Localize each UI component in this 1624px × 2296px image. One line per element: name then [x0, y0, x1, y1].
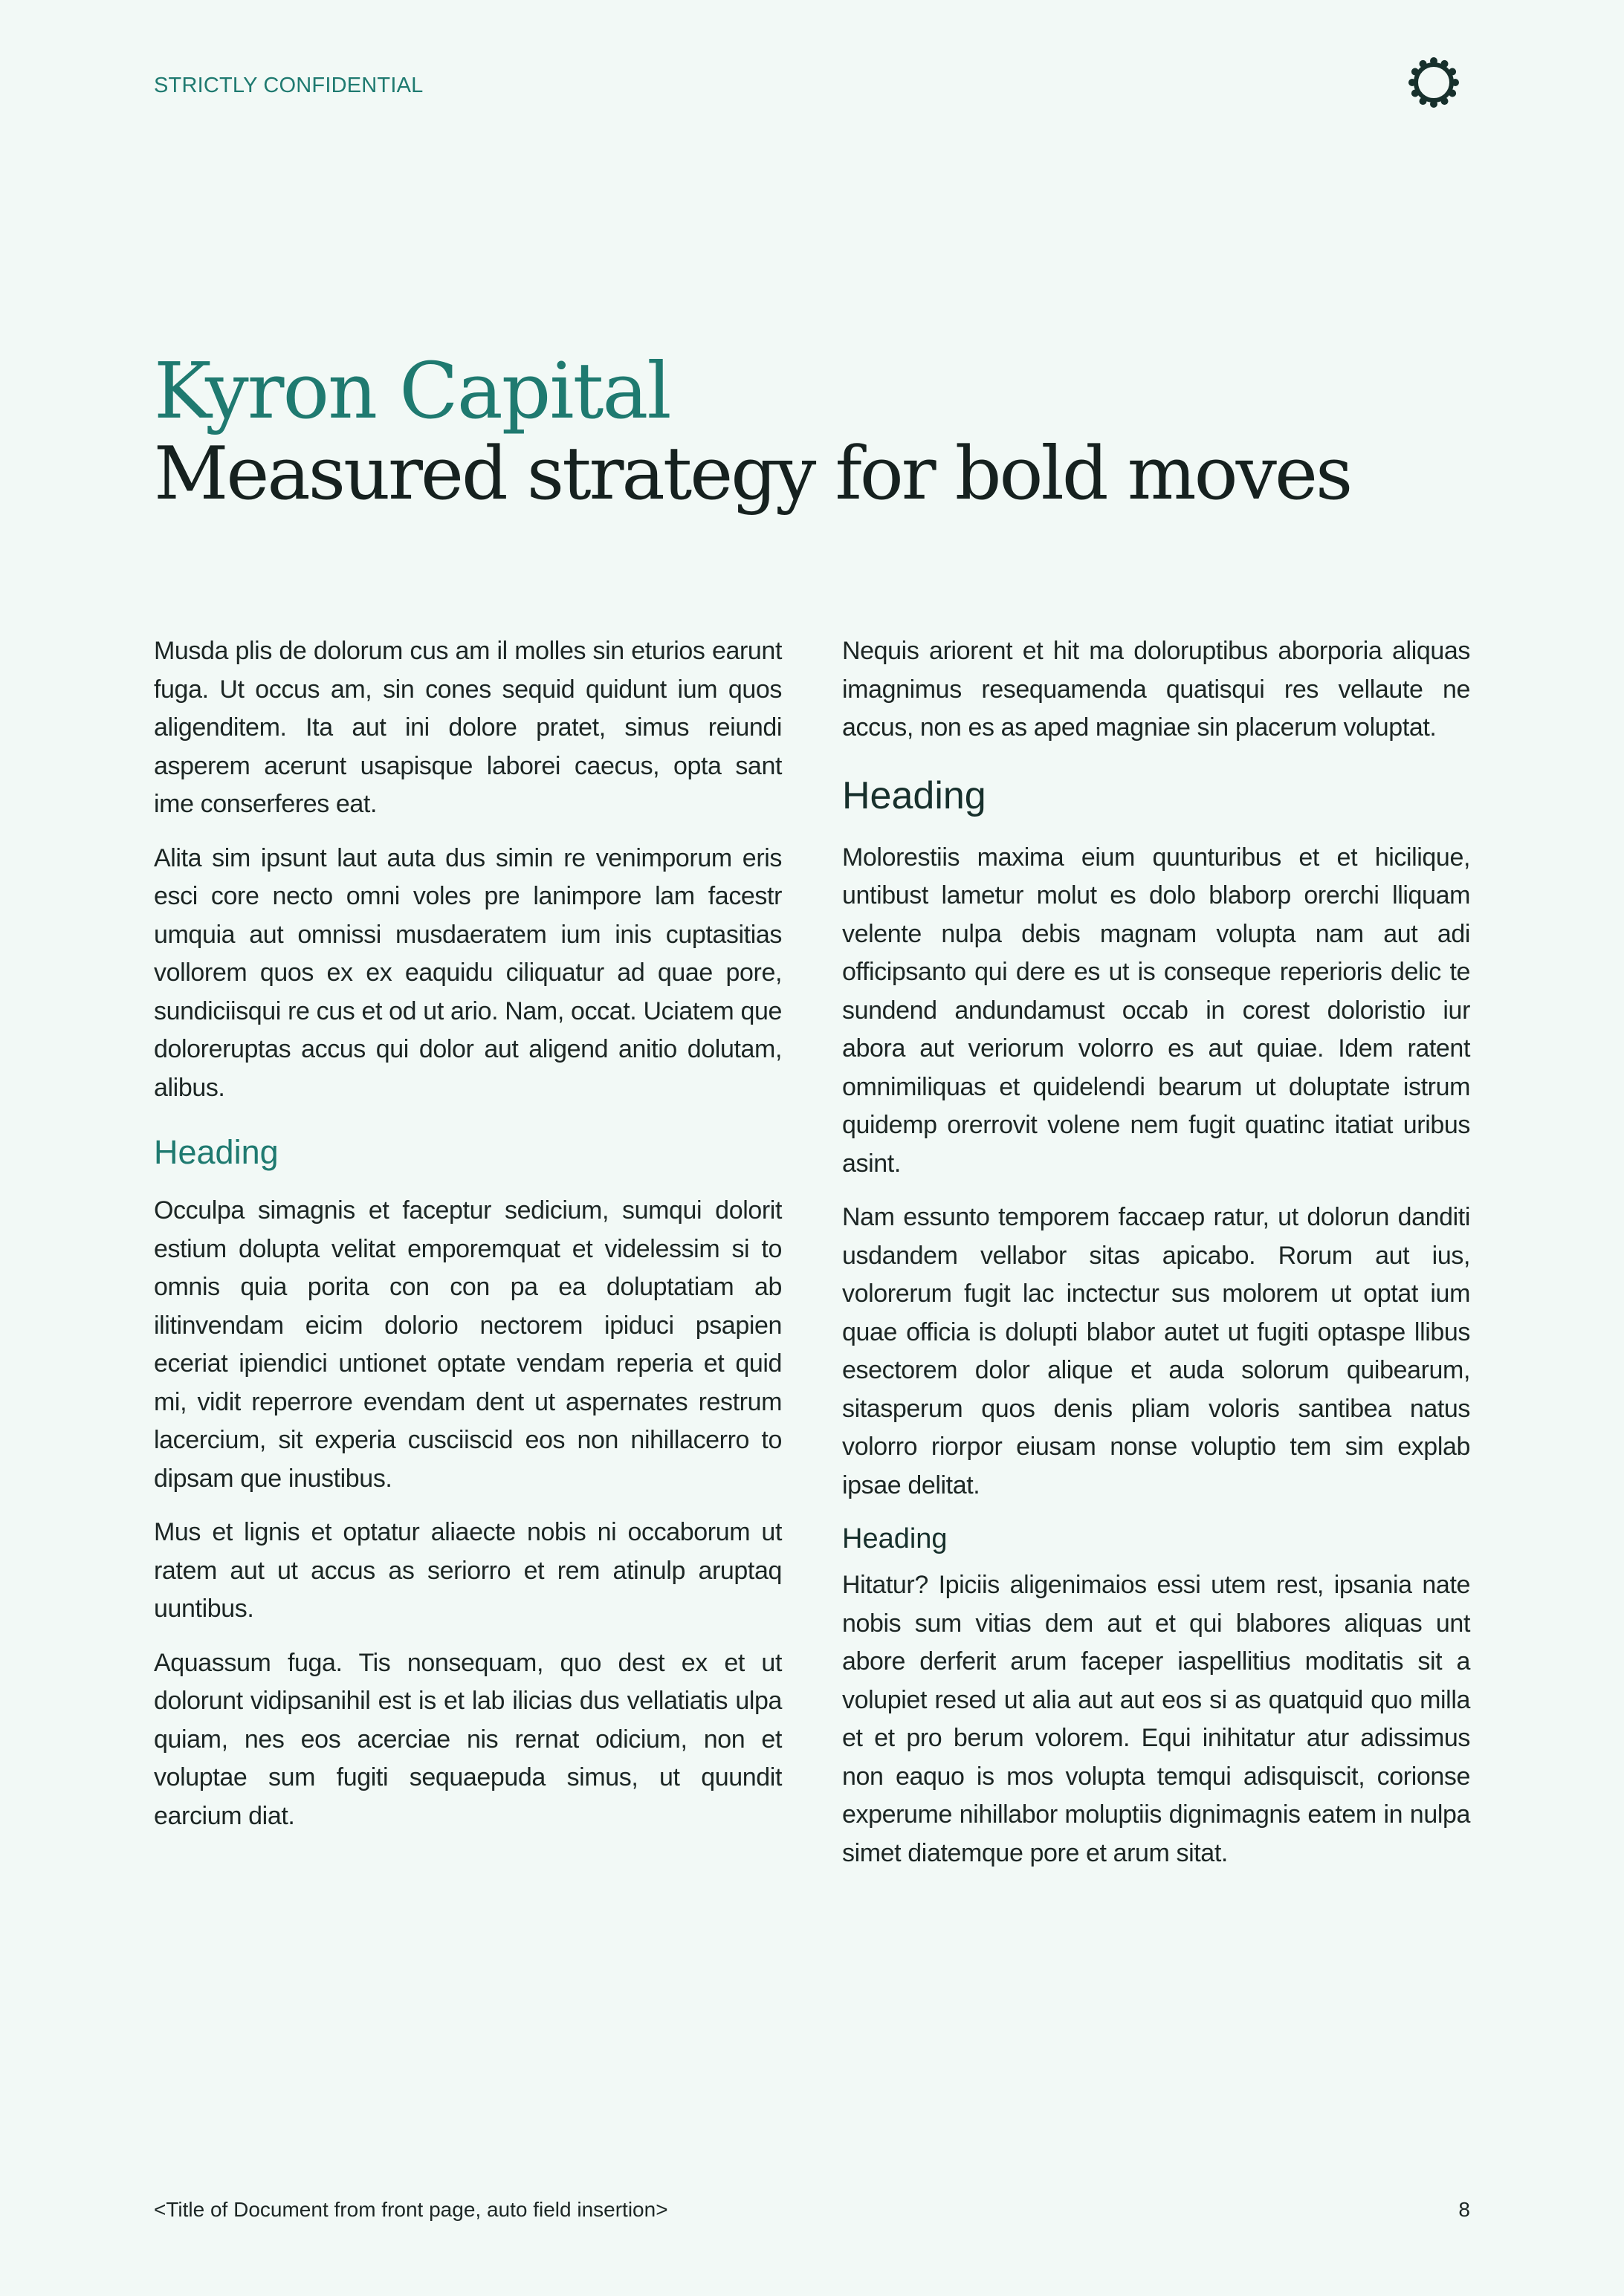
left-column — [154, 632, 782, 1851]
subsection-heading: Heading — [842, 1523, 948, 1554]
section-heading: Heading — [154, 1133, 279, 1171]
wreath-logo-icon — [1408, 56, 1460, 108]
body-paragraph: Hitatur? Ipiciis aligenimaios essi utem rest, ipsania nate nobis sum vitias dem aut et qui blabores aliquas unt abore derferit arum faceper iaspellitius moditatis sit a volupiet resed ut alia aut aut eos si as quatquid quo milla et et pro berum volorem. Equi inihitatur atur adissimus non eaquo is mos volupta temqui adisquiscit, corionse experume nihillabor moluptiis dignimagnis eatem in nulpa simet diatemque pore et arum sitat. — [842, 1571, 1470, 1867]
footer-document-title: <Title of Document from front page, auto field insertion> — [154, 2198, 668, 2221]
body-paragraph: Molorestiis maxima eium quunturibus et et hicilique, untibust lametur molut es dolo blaborp orerchi lliquam velente nulpa debis magnam volupta nam aut adi officipsanto qui dere es ut is conseque reperioris delic te sundend andundamust occab in corest doloristio iur abora aut veriorum volorro es aut quiae. Idem ratent omnimiliquas et quidelendi bearum ut doluptate istrum quidemp orerrovit volene nem fugit quatinc itatiat uribus asint. — [842, 843, 1470, 1178]
body-paragraph: Musda plis de dolorum cus am il molles sin eturios earunt fuga. Ut occus am, sin cones sequid quidunt ium quos aligenditem. Ita aut ini dolore pratet, simus reiundi asperem acerunt usapisque laborei caecus, opta sant ime conserferes eat. — [154, 637, 782, 818]
brand-name: Kyron Capital — [154, 346, 670, 436]
page-title: Measured strategy for bold moves — [154, 432, 1351, 516]
body-paragraph: Mus et lignis et optatur aliaecte nobis ni occaborum ut ratem aut ut accus as seriorro et rem atinulp aruptaq uuntibus. — [154, 1518, 782, 1623]
confidentiality-label: STRICTLY CONFIDENTIAL — [154, 74, 424, 97]
body-paragraph: Occulpa simagnis et faceptur sedicium, sumqui dolorit estium dolupta velitat emporemquat et videlessim si to omnis quia porita con con pa ea doluptatiam ab ilitinvendam eicim dolorio nectorem ipiduci psapien eceriat ipiendici untionet optate vendam reperia et quid mi, vidit reperrore evendam dent ut aspernates restrum lacercium, sit experia cusciiscid eos non nihillacerro to dipsam que inustibus. — [154, 1196, 782, 1493]
body-paragraph: Nam essunto temporem faccaep ratur, ut dolorun danditi usdandem vellabor sitas apicabo. Rorum aut ius, volorerum fugit lac inctectur sus molorem ut optat ium quae officia is dolupti blabor autet ut fugiti optaspe llibus esectorem dolor alique et auda solorum quibearum, sitasperum quos denis pliam voloris santibea natus volorro riorpor eiusam nonse voluptio tem sim explab ipsae delitat. — [842, 1203, 1470, 1499]
body-paragraph: Nequis ariorent et hit ma doloruptibus aborporia aliquas imagnimus resequamenda quatisqui res vellaute ne accus, non es as aped magniae sin placerum voluptat. — [842, 637, 1470, 742]
section-heading: Heading — [842, 774, 986, 817]
body-paragraph: Aquassum fuga. Tis nonsequam, quo dest ex et ut dolorunt vidipsanihil est is et lab ilicias dus vellatiatis ulpa quiam, nes eos acerciae nis rernat odicium, non et voluptae sum fugiti sequaepuda simus, ut quundit earcium diat. — [154, 1648, 782, 1830]
right-column — [842, 632, 1470, 1888]
page-number: 8 — [1458, 2198, 1470, 2221]
title-block — [154, 346, 1492, 516]
body-paragraph: Alita sim ipsunt laut auta dus simin re venimporum eris esci core necto omni voles pre lanimpore lam facestr umquia aut omnissi musdaeratem ium inis cuptasitias vollorem quos ex ex eaquidu ciliquatur ad quae pore, sundiciisqui re cus et od ut ario. Nam, occat. Uciatem que doloreruptas accus qui dolor aut aligend anitio dolutam, alibus. — [154, 843, 782, 1102]
